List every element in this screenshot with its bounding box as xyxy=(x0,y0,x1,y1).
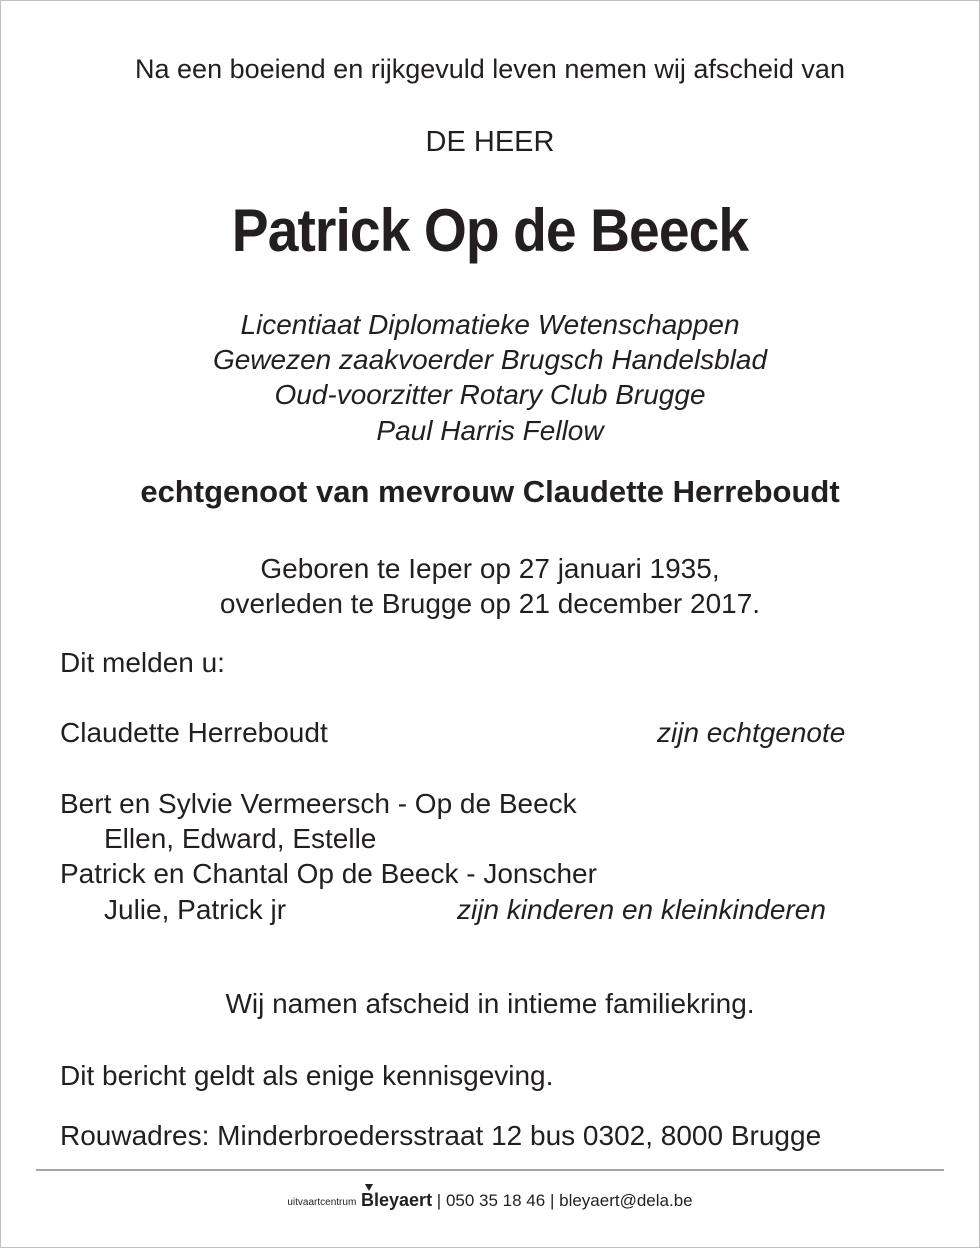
family-line-4: Julie, Patrick jr xyxy=(104,894,287,925)
footer xyxy=(0,1190,980,1211)
spouse-name: Claudette Herreboudt xyxy=(60,717,328,748)
footer-email[interactable]: bleyaert@dela.be xyxy=(559,1191,693,1210)
footer-separator-1: | xyxy=(436,1191,442,1210)
farewell-text: Wij namen afscheid in intieme familiekring. xyxy=(225,988,755,1019)
logo-small-text: uitvaartcentrum xyxy=(287,1197,357,1208)
footer-phone: 050 35 18 46 xyxy=(445,1191,546,1210)
footer-divider xyxy=(36,1169,944,1171)
spouse-line: echtgenoot van mevrouw Claudette Herreboudt xyxy=(140,474,840,509)
announce-text: Dit melden u: xyxy=(60,647,225,678)
deceased-name: Patrick Op de Beeck xyxy=(231,197,749,264)
family-line-1: Bert en Sylvie Vermeersch - Op de Beeck xyxy=(60,788,577,819)
death-line: overleden te Brugge op 21 december 2017. xyxy=(219,588,761,619)
family-line-3: Patrick en Chantal Op de Beeck - Jonscher xyxy=(60,858,597,889)
footer-separator-2: | xyxy=(549,1191,555,1210)
spouse-relation: zijn echtgenote xyxy=(657,717,846,748)
title-line-3: Oud-voorzitter Rotary Club Brugge xyxy=(274,379,706,410)
funeral-home-logo xyxy=(287,1190,432,1211)
intro-text: Na een boeiend en rijkgevuld leven nemen wij afscheid van xyxy=(135,54,845,84)
address-text: Rouwadres: Minderbroedersstraat 12 bus 0302, 8000 Brugge xyxy=(60,1120,822,1151)
logo-triangle-icon xyxy=(365,1184,373,1191)
family-relation: zijn kinderen en kleinkinderen xyxy=(457,894,826,925)
birth-line: Geboren te Ieper op 27 januari 1935, xyxy=(260,553,720,584)
title-line-1: Licentiaat Diplomatieke Wetenschappen xyxy=(240,309,740,340)
honorific: DE HEER xyxy=(425,126,555,158)
family-line-2: Ellen, Edward, Estelle xyxy=(104,823,377,854)
title-line-2: Gewezen zaakvoerder Brugsch Handelsblad xyxy=(212,344,768,375)
logo-brand-text: Bleyaert xyxy=(361,1190,433,1210)
notice-text: Dit bericht geldt als enige kennisgeving. xyxy=(60,1060,554,1091)
title-line-4: Paul Harris Fellow xyxy=(376,415,604,446)
